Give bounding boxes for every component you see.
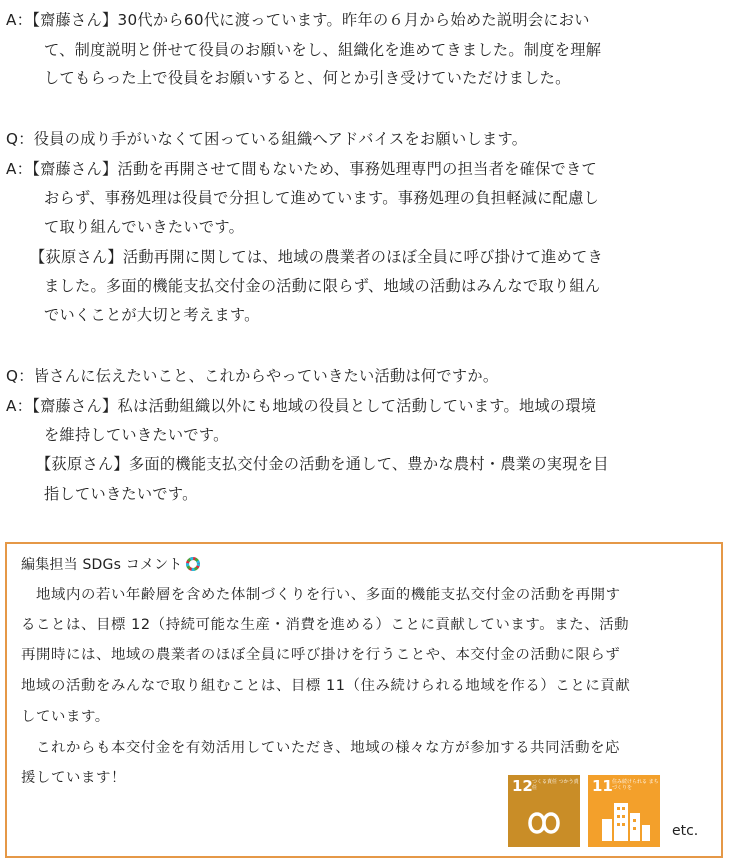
qa-line: でいくことが大切と考えます。: [44, 306, 260, 324]
comment-line: これからも本交付金を有効活用していただき、地域の様々な方が参加する共同活動を応: [21, 740, 621, 756]
sdg-goal-number: 12: [512, 777, 533, 795]
qa-line: Q：皆さんに伝えたいこと、これからやっていきたい活動は何ですか。: [6, 367, 499, 385]
qa-line: を維持していきたいです。: [44, 426, 229, 444]
sdg-goal-11-icon: [588, 775, 660, 847]
qa-line: おらず、事務処理は役員で分担して進めています。事務処理の負担軽減に配慮し: [44, 189, 600, 207]
comment-line: しています。: [21, 709, 110, 725]
qa-line: 【荻原さん】多面的機能支払交付金の活動を通して、豊かな農村・農業の実現を目: [36, 455, 609, 473]
comment-line: 地域の活動をみんなで取り組むことは、目標 11（住み続けられる地域を作る）ことに貢献: [21, 678, 631, 694]
sdg-wheel-icon: [185, 556, 201, 572]
sdg-goal-12-icon: [508, 775, 580, 847]
city-buildings-icon: [588, 775, 660, 847]
qa-line: 指していきたいです。: [44, 485, 198, 503]
qa-line: A：【齋藤さん】私は活動組織以外にも地域の役員として活動しています。地域の環境: [6, 397, 597, 415]
sdg-goal-number: 11: [592, 777, 613, 795]
infinity-icon: [508, 775, 580, 847]
qa-line: Q：役員の成り手がいなくて困っている組織へアドバイスをお願いします。: [6, 130, 528, 148]
qa-line: A：【齋藤さん】活動を再開させて間もないため、事務処理専門の担当者を確保できて: [6, 160, 598, 178]
qa-line: A：【齋藤さん】30代から60代に渡っています。昨年の６月から始めた説明会におい: [6, 11, 590, 29]
sdg-goal-caption: 住み続けられる まちづくりを: [612, 779, 659, 791]
sdg-goal-caption: つくる責任 つかう責任: [532, 779, 579, 791]
qa-line: て取り組んでいきたいです。: [44, 218, 245, 236]
qa-line: て、制度説明と併せて役員のお願いをし、組織化を進めてきました。制度を理解: [44, 41, 602, 59]
comment-line: ることは、目標 12（持続可能な生産・消費を進める）ことに貢献しています。また、活動: [21, 617, 630, 633]
comment-title: 編集担当 SDGs コメント: [21, 557, 183, 573]
qa-line: ました。多面的機能支払交付金の活動に限らず、地域の活動はみんなで取り組ん: [44, 277, 601, 295]
comment-line: 援しています！: [21, 770, 126, 786]
comment-line: 地域内の若い年齢層を含めた体制づくりを行い、多面的機能支払交付金の活動を再開す: [21, 587, 621, 603]
comment-line: 再開時には、地域の農業者のほぼ全員に呼び掛けを行うことや、本交付金の活動に限らず: [21, 647, 621, 663]
qa-line: してもらった上で役員をお願いすると、何とか引き受けていただけました。: [44, 69, 571, 87]
etc-label: etc.: [672, 823, 699, 839]
qa-line: 【荻原さん】活動再開に関しては、地域の農業者のほぼ全員に呼び掛けて進めてき: [30, 248, 604, 266]
